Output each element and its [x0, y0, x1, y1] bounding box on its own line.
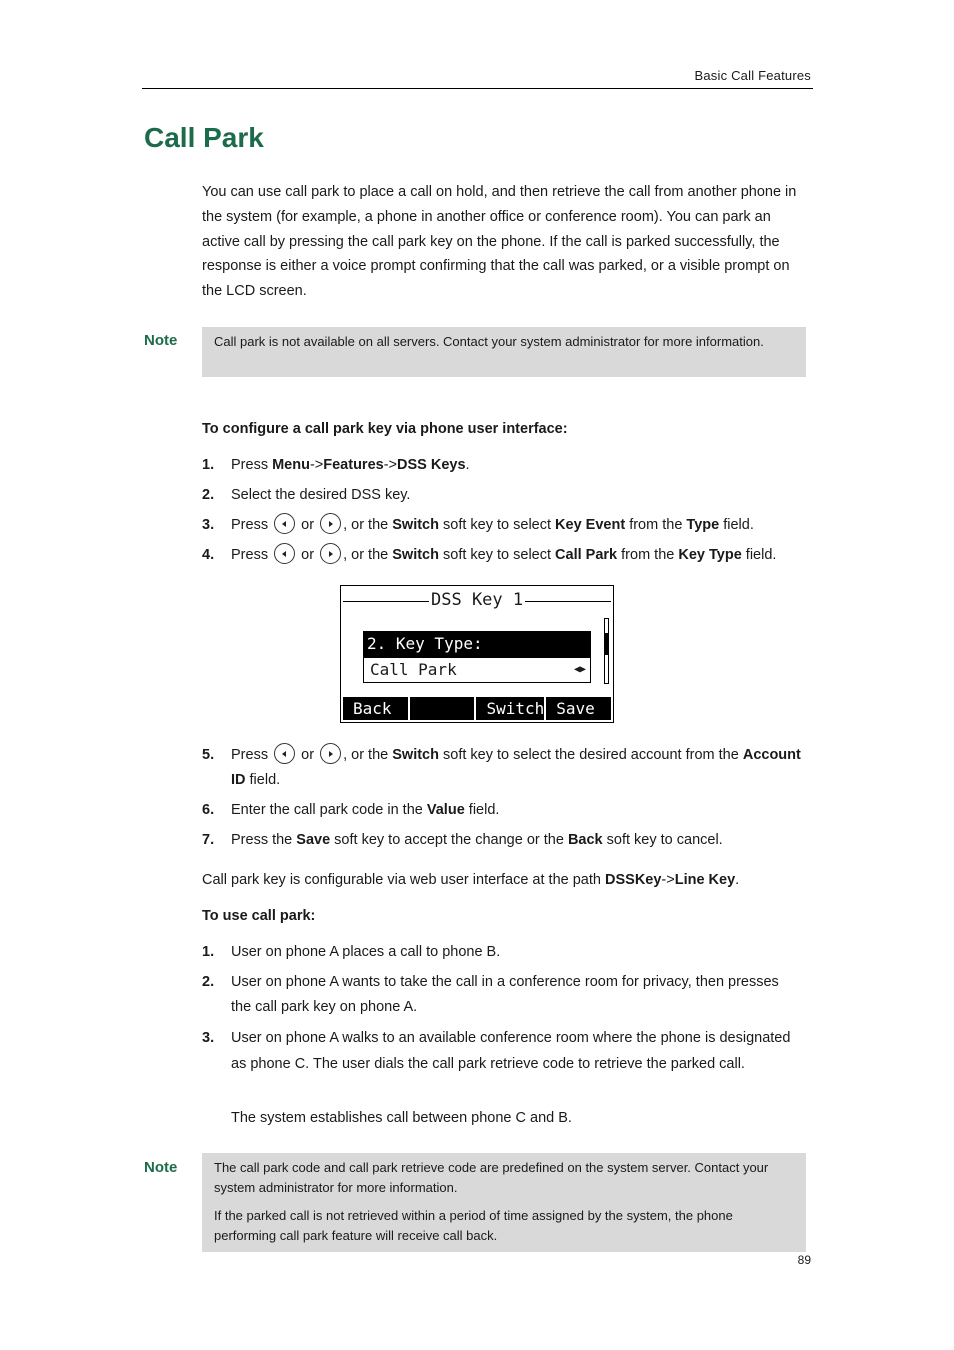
step-result: The system establishes call between phone C and B. [231, 1110, 572, 1126]
step-number: 6. [202, 802, 215, 818]
list-item [202, 743, 812, 793]
note-box [202, 1153, 806, 1252]
list-item [202, 798, 812, 823]
list-item [202, 543, 812, 568]
lcd-value-field [363, 657, 591, 683]
step-number: 3. [202, 1030, 215, 1046]
step-text: Enter the call park code in the Value field. [231, 802, 500, 818]
list-item [202, 483, 812, 508]
softkey-empty [410, 697, 475, 720]
note-text: The call park code and call park retrieve code are predefined on the system server. Contact your system administrator for more information. [214, 1160, 769, 1195]
softkey-save: Save [546, 697, 611, 720]
intro-paragraph: You can use call park to place a call on hold, and then retrieve the call from another phone in the system (for example, a phone in another office or conference room). You can park an active call by pressing the call park key on the phone. If the call is parked successfully, the response is either a voice prompt confirming that the call was parked, or a visible prompt on the LCD screen. [202, 184, 797, 300]
nav-right-icon [320, 513, 341, 534]
lcd-scroll-thumb [605, 633, 608, 655]
note-label: Note [144, 332, 178, 349]
lcd-title: DSS Key 1 [431, 590, 524, 610]
step-text: Press or , or the Switch soft key to select Call Park from the Key Type field. [231, 543, 812, 568]
procedure-heading: To use call park: [202, 908, 316, 924]
note-text: If the parked call is not retrieved within a period of time assigned by the system, the phone performing call park feature will receive call back. [214, 1208, 733, 1243]
page-title: Call Park [144, 122, 264, 153]
step-text: Press or , or the Switch soft key to select the desired account from the Account ID field. [231, 743, 812, 793]
list-item [202, 513, 812, 538]
page-number: 89 [797, 1253, 811, 1267]
lcd-scrollbar [604, 618, 609, 684]
nav-right-icon [320, 543, 341, 564]
running-header: Basic Call Features [694, 68, 811, 83]
note-text: Call park is not available on all servers. Contact your system administrator for more information. [214, 334, 764, 349]
step-number: 7. [202, 832, 215, 848]
step-text: User on phone A walks to an available conference room where the phone is designated as phone C. The user dials the call park retrieve code to retrieve the parked call. [231, 1030, 791, 1072]
step-number: 4. [202, 547, 215, 563]
lcd-value: Call Park [370, 660, 457, 679]
softkey-switch: Switch [476, 697, 544, 720]
list-item [202, 828, 812, 853]
list-item [202, 970, 792, 1020]
lcd-softkey-bar [343, 697, 611, 720]
procedure-heading: To configure a call park key via phone user interface: [202, 421, 568, 437]
step-number: 5. [202, 747, 215, 763]
step-number: 2. [202, 974, 215, 990]
step-text: Select the desired DSS key. [231, 487, 411, 503]
left-right-arrows-icon: ◀▶ [573, 664, 586, 675]
list-item [202, 453, 812, 478]
lcd-screen [340, 585, 614, 723]
note-box [202, 327, 806, 377]
nav-left-icon [274, 513, 295, 534]
header-rule [142, 88, 813, 89]
softkey-back: Back [343, 697, 408, 720]
nav-left-icon [274, 743, 295, 764]
step-number: 2. [202, 487, 215, 503]
step-text: User on phone A wants to take the call in a conference room for privacy, then presses the call park key on phone A. [231, 974, 779, 1015]
step-text: Press the Save soft key to accept the change or the Back soft key to cancel. [231, 832, 723, 848]
step-number: 1. [202, 457, 215, 473]
lcd-selected-item: 2. Key Type: [363, 631, 591, 657]
step-number: 1. [202, 944, 215, 960]
step-number: 3. [202, 517, 215, 533]
web-path-paragraph: Call park key is configurable via web user interface at the path DSSKey->Line Key. [202, 872, 740, 888]
list-item [202, 1025, 802, 1077]
step-text: Press Menu->Features->DSS Keys. [231, 457, 470, 473]
step-text: Press or , or the Switch soft key to select Key Event from the Type field. [231, 513, 812, 538]
step-text: User on phone A places a call to phone B. [231, 944, 501, 960]
list-item [202, 940, 812, 965]
lcd-title-rule [521, 601, 611, 602]
lcd-title-rule [343, 601, 429, 602]
nav-left-icon [274, 543, 295, 564]
nav-right-icon [320, 743, 341, 764]
note-label: Note [144, 1159, 178, 1176]
